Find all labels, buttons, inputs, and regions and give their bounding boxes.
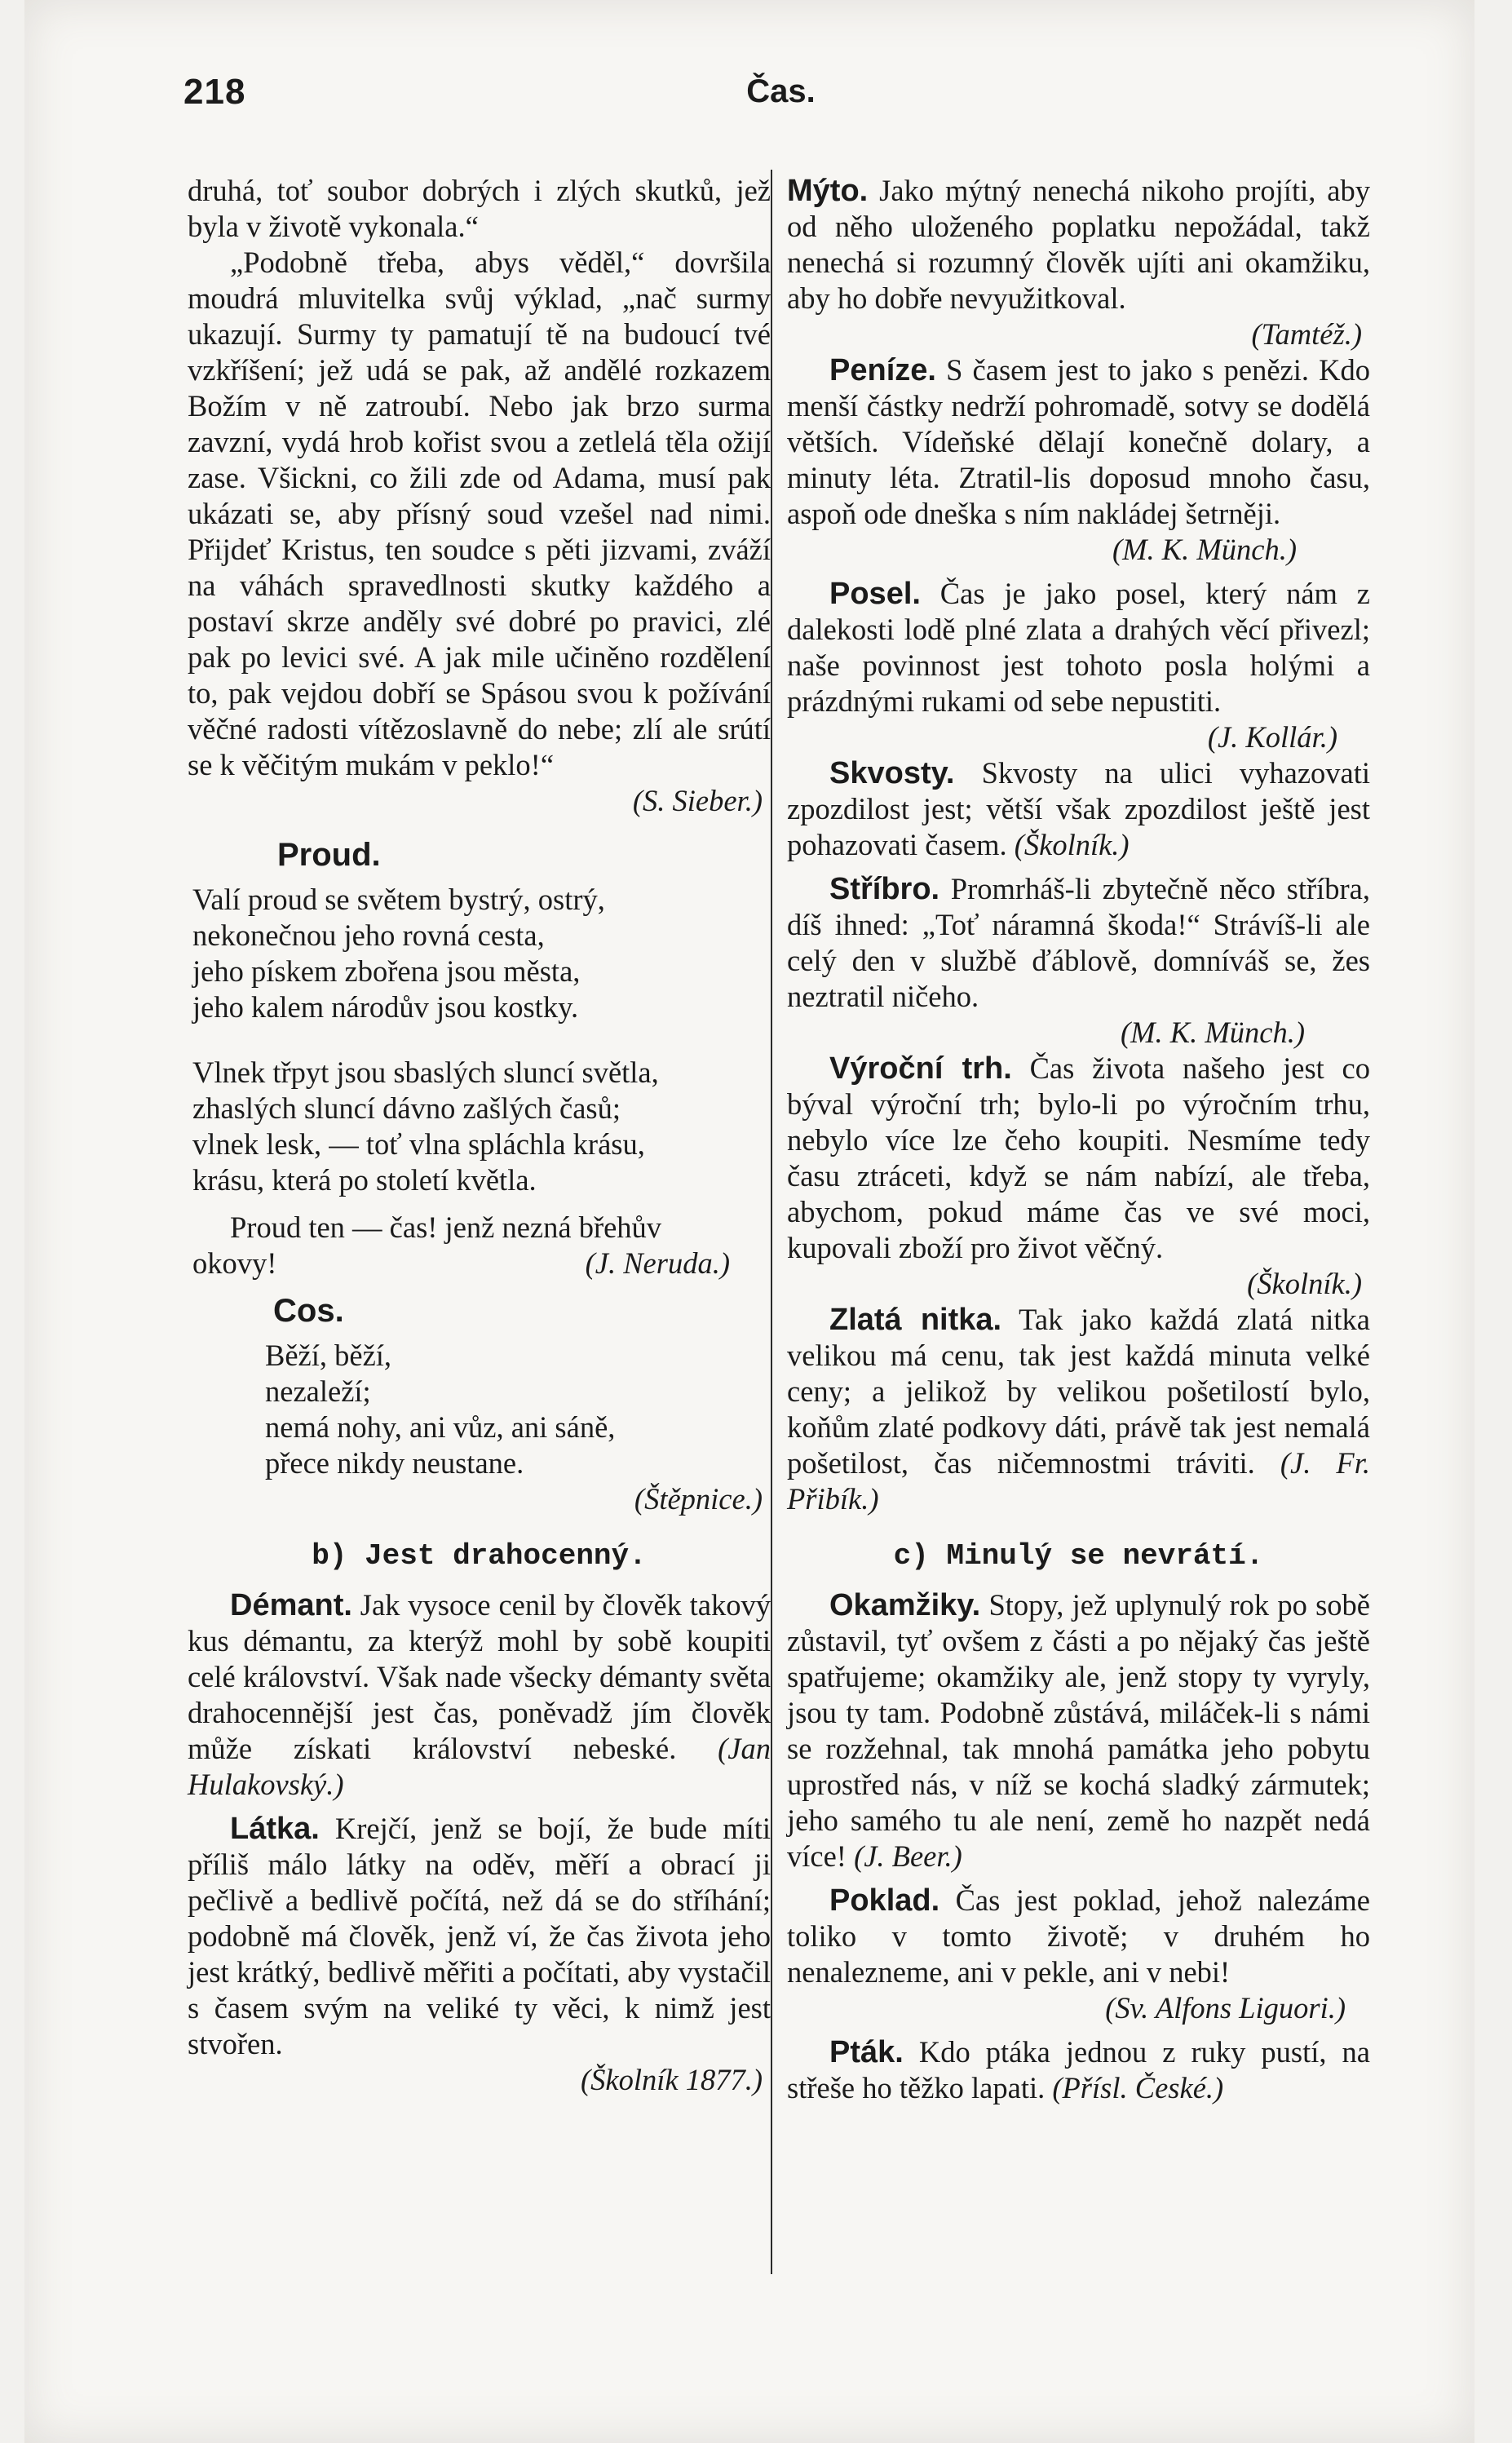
entry-keyword: Pták. xyxy=(829,2035,904,2069)
entry-ptak xyxy=(787,2034,1370,2106)
entry-paragraph xyxy=(787,1302,1370,1517)
poem-line: Proud ten — čas! jenž nezná břehův xyxy=(230,1210,662,1244)
attribution: (Štěpnice.) xyxy=(634,1482,763,1516)
entry-keyword: Peníze. xyxy=(829,353,936,387)
attribution: (J. Neruda.) xyxy=(585,1246,730,1280)
entry-keyword: Zlatá nitka. xyxy=(829,1303,1002,1337)
entry-paragraph xyxy=(787,352,1370,532)
section-c-heading: c) Minulý se nevrátí. xyxy=(893,1539,1264,1573)
poem-line: krásu, která po století květla. xyxy=(192,1163,537,1197)
entry-text: Tak jako každá zlatá nitka velikou má cenu, tak jest každá minuta velké ceny; a jelikož by velikou pošetilostí bylo, koňům zlaté podkovy dáti, právě tak jest nemalá pošetilost, čas ničemnostmi tráviti. xyxy=(787,1303,1371,1480)
entry-okamziky xyxy=(787,1587,1370,1874)
poem-proud xyxy=(188,882,771,1281)
attribution: (Jan Hulakovský.) xyxy=(188,1732,771,1801)
entry-poklad xyxy=(787,1883,1370,2026)
stanza-break xyxy=(188,1025,771,1055)
page-number: 218 xyxy=(183,72,246,112)
continued-text: druhá, toť soubor dobrých i zlých skutků, jež byla v životě vykonala.“ xyxy=(188,174,771,243)
spacer xyxy=(188,1803,771,1811)
poem-line: nemá nohy, ani vůz, ani sáně, xyxy=(265,1410,616,1444)
entry-paragraph xyxy=(188,1587,771,1803)
entry-paragraph xyxy=(787,1587,1370,1874)
entry-myto xyxy=(787,173,1370,352)
spacer xyxy=(787,1874,1370,1883)
entry-keyword: Okamžiky. xyxy=(829,1588,981,1622)
attribution: (Školník 1877.) xyxy=(581,2063,763,2096)
poem-line: přece nikdy neustane. xyxy=(265,1446,524,1480)
entry-paragraph xyxy=(787,173,1370,316)
left-column xyxy=(188,173,771,2098)
entry-paragraph xyxy=(787,755,1370,863)
attribution: (S. Sieber.) xyxy=(632,784,763,817)
poem-line: okovy! xyxy=(192,1246,277,1280)
entry-keyword: Démant. xyxy=(230,1588,352,1622)
poem-line: Vlnek třpyt jsou sbaslých sluncí světla, xyxy=(192,1056,659,1089)
entry-text: S časem jest to jako s penězi. Kdo menší částky nedrží pohromadě, sotvy se dodělá větších. Vídeňské dělají konečně dolary, a minuty léta. Ztratil-lis doposud mnoho času, aspoň ode dneška s ním nakládej šetrněji. xyxy=(787,353,1370,530)
page-header xyxy=(183,72,1378,121)
entry-keyword: Látka. xyxy=(230,1812,320,1846)
entry-keyword: Skvosty. xyxy=(829,756,955,790)
entry-paragraph xyxy=(188,1811,771,2062)
attribution: (J. Kollár.) xyxy=(1207,720,1337,754)
entry-latka xyxy=(188,1811,771,2098)
cos-heading: Cos. xyxy=(273,1293,344,1329)
entry-paragraph xyxy=(787,1883,1370,1990)
entry-skvosty xyxy=(787,755,1370,863)
poem-line: zhaslých sluncí dávno zašlých časů; xyxy=(192,1091,621,1125)
entry-keyword: Posel. xyxy=(829,577,921,611)
poem-line: jeho pískem zbořena jsou města, xyxy=(192,954,581,988)
entry-text: Skvosty na ulici vyhazovati zpozdilost jest; větší však zpozdilost ještě jest pohazovati časem. xyxy=(787,756,1370,861)
entry-paragraph xyxy=(787,576,1370,719)
entry-keyword: Stříbro. xyxy=(829,872,940,906)
entry-zlata-nitka xyxy=(787,1302,1370,1517)
attribution: (M. K. Münch.) xyxy=(1112,533,1297,566)
entry-text: Čas jest poklad, jehož nalezáme toliko v tomto životě; v druhém ho nenalezneme, ani v pekle, ani v nebi! xyxy=(787,1883,1370,1989)
poem-line: Valí proud se světem bystrý, ostrý, xyxy=(192,883,605,916)
scan-margin-left xyxy=(0,0,24,2443)
entry-demant xyxy=(188,1587,771,1803)
attribution: (J. Beer.) xyxy=(854,1839,962,1873)
entry-text: Stopy, jež uplynulý rok po sobě zůstavil, tyť ovšem z části a po nějaký čas ještě spatřujeme; okamžiky ale, jenž stopy ty vyryly, jsou ty tam. Podobně zůstává, miláček-li s námi se rozžehnal, tak mnohá památka jeho pobytu uprostřed nás, v níž se kochá sladký zármutek; jeho samého tu ale není, země ho nazpět nedá více! xyxy=(787,1588,1371,1873)
entry-keyword: Poklad. xyxy=(829,1883,940,1918)
attribution: (Přísl. České.) xyxy=(1052,2071,1224,2104)
entry-stribro xyxy=(787,871,1370,1051)
entry-paragraph xyxy=(787,2034,1370,2106)
poem-line: vlnek lesk, — toť vlna spláchla krásu, xyxy=(192,1127,645,1161)
spacer xyxy=(787,2026,1370,2034)
entry-text: Jako mýtný nenechá nikoho projíti, aby od něho uloženého poplatku nepožádal, takž nenechá si rozumný člověk ujíti ani okamžiku, aby ho dobře nevyužitkoval. xyxy=(787,174,1370,315)
entry-text: Krejčí, jenž se bojí, že bude míti příliš málo látky na oděv, měří a obrací ji pečlivě a bedlivě počítá, než dá se do stříhání; podobně má člověk, jenž ví, že čas života jeho jest krátký, bedlivě měřiti a počítati, aby vystačil s časem svým na veliké ty věci, k nimž jest stvořen. xyxy=(188,1812,771,2060)
entry-keyword: Výroční trh. xyxy=(829,1051,1012,1086)
poem-line: Běží, běží, xyxy=(265,1339,392,1372)
attribution: (Sv. Alfons Liguori.) xyxy=(1105,1991,1346,2025)
entry-penize xyxy=(787,352,1370,568)
entry-paragraph xyxy=(787,871,1370,1015)
poem-cos xyxy=(188,1338,771,1517)
entry-text: Promrháš-li zbytečně něco stříbra, díš ihned: „Toť náramná škoda!“ Strávíš-li ale celý den v službě ďáblově, domníváš se, žes neztratil ničeho. xyxy=(787,872,1370,1013)
poem-line-last xyxy=(188,1246,771,1281)
scan-margin-right xyxy=(1474,0,1512,2443)
proud-heading: Proud. xyxy=(277,837,381,873)
attribution: (J. Fr. Přibík.) xyxy=(787,1446,1371,1516)
running-title: Čas. xyxy=(746,73,816,109)
entry-posel xyxy=(787,576,1370,755)
entry-text: Jak vysoce cenil by člověk takový kus démantu, za kterýž mohl by sobě koupiti celé království. Však nade všecky démanty světa drahocennější jest čas, poněvadž jím člověk může získati království nebeské. xyxy=(188,1588,771,1765)
stanza-break xyxy=(188,1198,771,1210)
story-paragraph xyxy=(188,245,771,819)
entry-text: Čas života našeho jest co býval výroční trh; bylo-li po výročním trhu, nebylo více lze čeho koupiti. Nesmíme tedy času ztráceti, když se nám nabízí, ale třeba, abychom, pokud máme čas ve své moci, kupovali zboží pro život věčný. xyxy=(787,1051,1371,1264)
entry-text: Čas je jako posel, který nám z dalekosti lodě plné zlata a drahých věcí přivezl; naše povinnost jest tohoto posla holými a prázdnými rukami od sebe nepustiti. xyxy=(787,577,1370,718)
entry-paragraph xyxy=(787,1051,1370,1266)
poem-line: nezaleží; xyxy=(265,1374,371,1408)
entry-vyrocni-trh xyxy=(787,1051,1370,1302)
spacer xyxy=(787,568,1370,576)
column-divider xyxy=(771,170,772,2274)
attribution: (Školník.) xyxy=(1014,828,1130,861)
entry-text: Kdo ptáka jednou z ruky pustí, na střeše ho těžko lapati. xyxy=(787,2035,1370,2104)
right-column xyxy=(787,173,1370,2106)
attribution: (Školník.) xyxy=(1247,1267,1362,1300)
poem-line: nekonečnou jeho rovná cesta, xyxy=(192,918,545,952)
spacer xyxy=(787,863,1370,871)
poem-line: jeho kalem národův jsou kostky. xyxy=(192,990,579,1024)
attribution: (M. K. Münch.) xyxy=(1120,1016,1305,1049)
section-b-heading: b) Jest drahocenný. xyxy=(312,1539,647,1573)
attribution: (Tamtéž.) xyxy=(1251,317,1362,351)
entry-keyword: Mýto. xyxy=(787,174,869,208)
paragraph-text: „Podobně třeba, abys věděl,“ dovršila moudrá mluvitelka svůj výklad, „nač surmy ukazují. Surmy ty pamatují tě na budoucí tvé vzkříšení; jež udá se pak, až andělé rozkazem Božím v ně zatroubí. Nebo jak brzo surma zavzní, vydá hrob kořist svou a zetlelá těla ožijí zase. Všickni, co žili zde od Adama, musí pak ukázati se, aby přísný soud vzešel nad nimi. Přijdeť Kristus, ten soudce s pěti jizvami, zváží na váhách spravedlnosti skutky každého a postaví skrze anděly své dobré po pravici, zlé pak po levici své. A jak mile učiněno rozdělení to, pak vejdou dobří se Spásou svou k požívání věčné radosti vítězoslavně do nebe; zlí ale srútí se k věčitým mukám v peklo!“ xyxy=(188,246,771,781)
